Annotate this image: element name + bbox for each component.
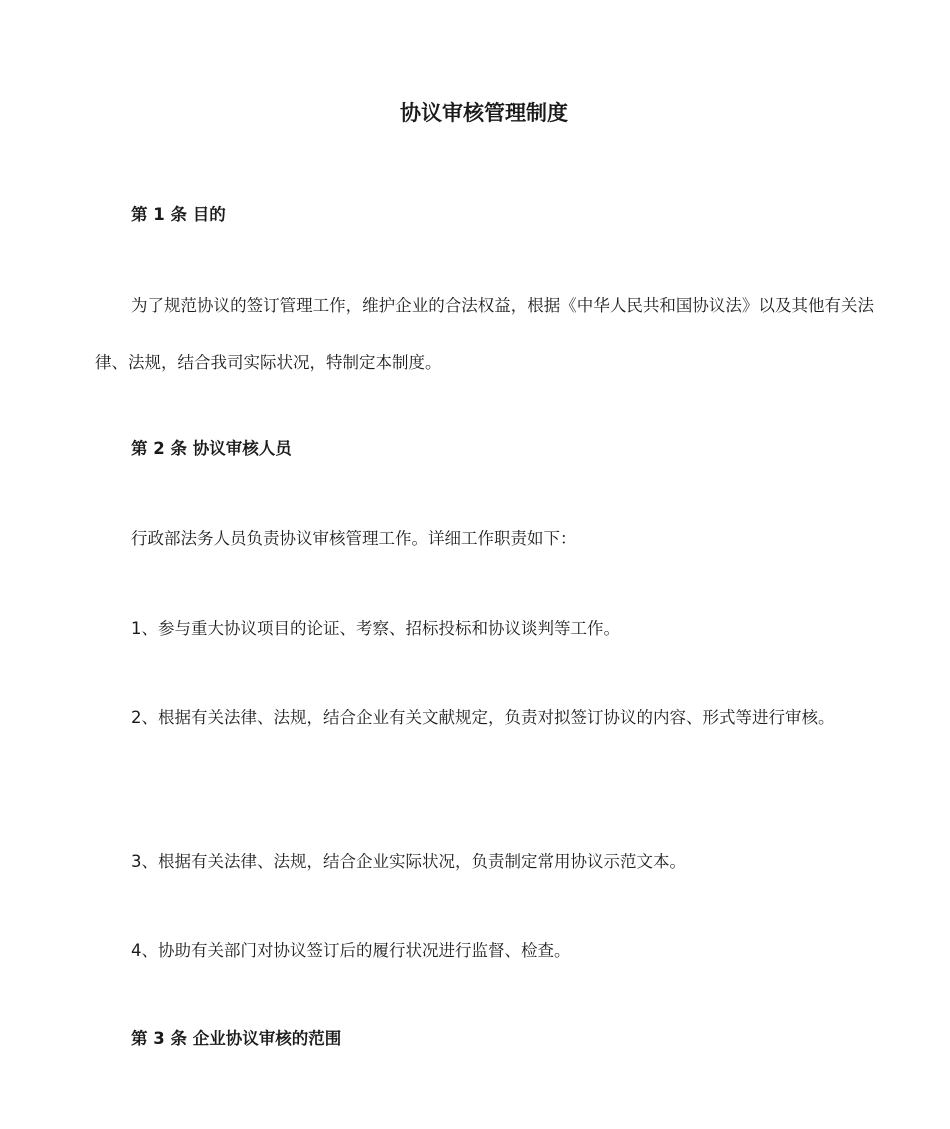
document-title: 协议审核管理制度 (400, 101, 568, 125)
article-3-heading: 第 3 条 企业协议审核的范围 (131, 1029, 342, 1048)
duty-item-3: 3、根据有关法律、法规，结合企业实际状况，负责制定常用协议示范文本。 (131, 852, 686, 871)
duty-item-1: 1、参与重大协议项目的论证、考察、招标投标和协议谈判等工作。 (131, 619, 620, 638)
article-1-heading: 第 1 条 目的 (131, 205, 226, 224)
article-2-intro: 行政部法务人员负责协议审核管理工作。详细工作职责如下： (131, 529, 577, 548)
article-2-heading: 第 2 条 协议审核人员 (131, 439, 292, 458)
duty-item-4: 4、协助有关部门对协议签订后的履行状况进行监督、检查。 (131, 941, 571, 960)
duty-item-2: 2、根据有关法律、法规，结合企业有关文献规定，负责对拟签订协议的内容、形式等进行审核。 (131, 708, 835, 727)
article-1-body: 为了规范协议的签订管理工作，维护企业的合法权益，根据《中华人民共和国协议法》以及其他有关法律、法规，结合我司实际状况，特制定本制度。 (95, 296, 874, 372)
